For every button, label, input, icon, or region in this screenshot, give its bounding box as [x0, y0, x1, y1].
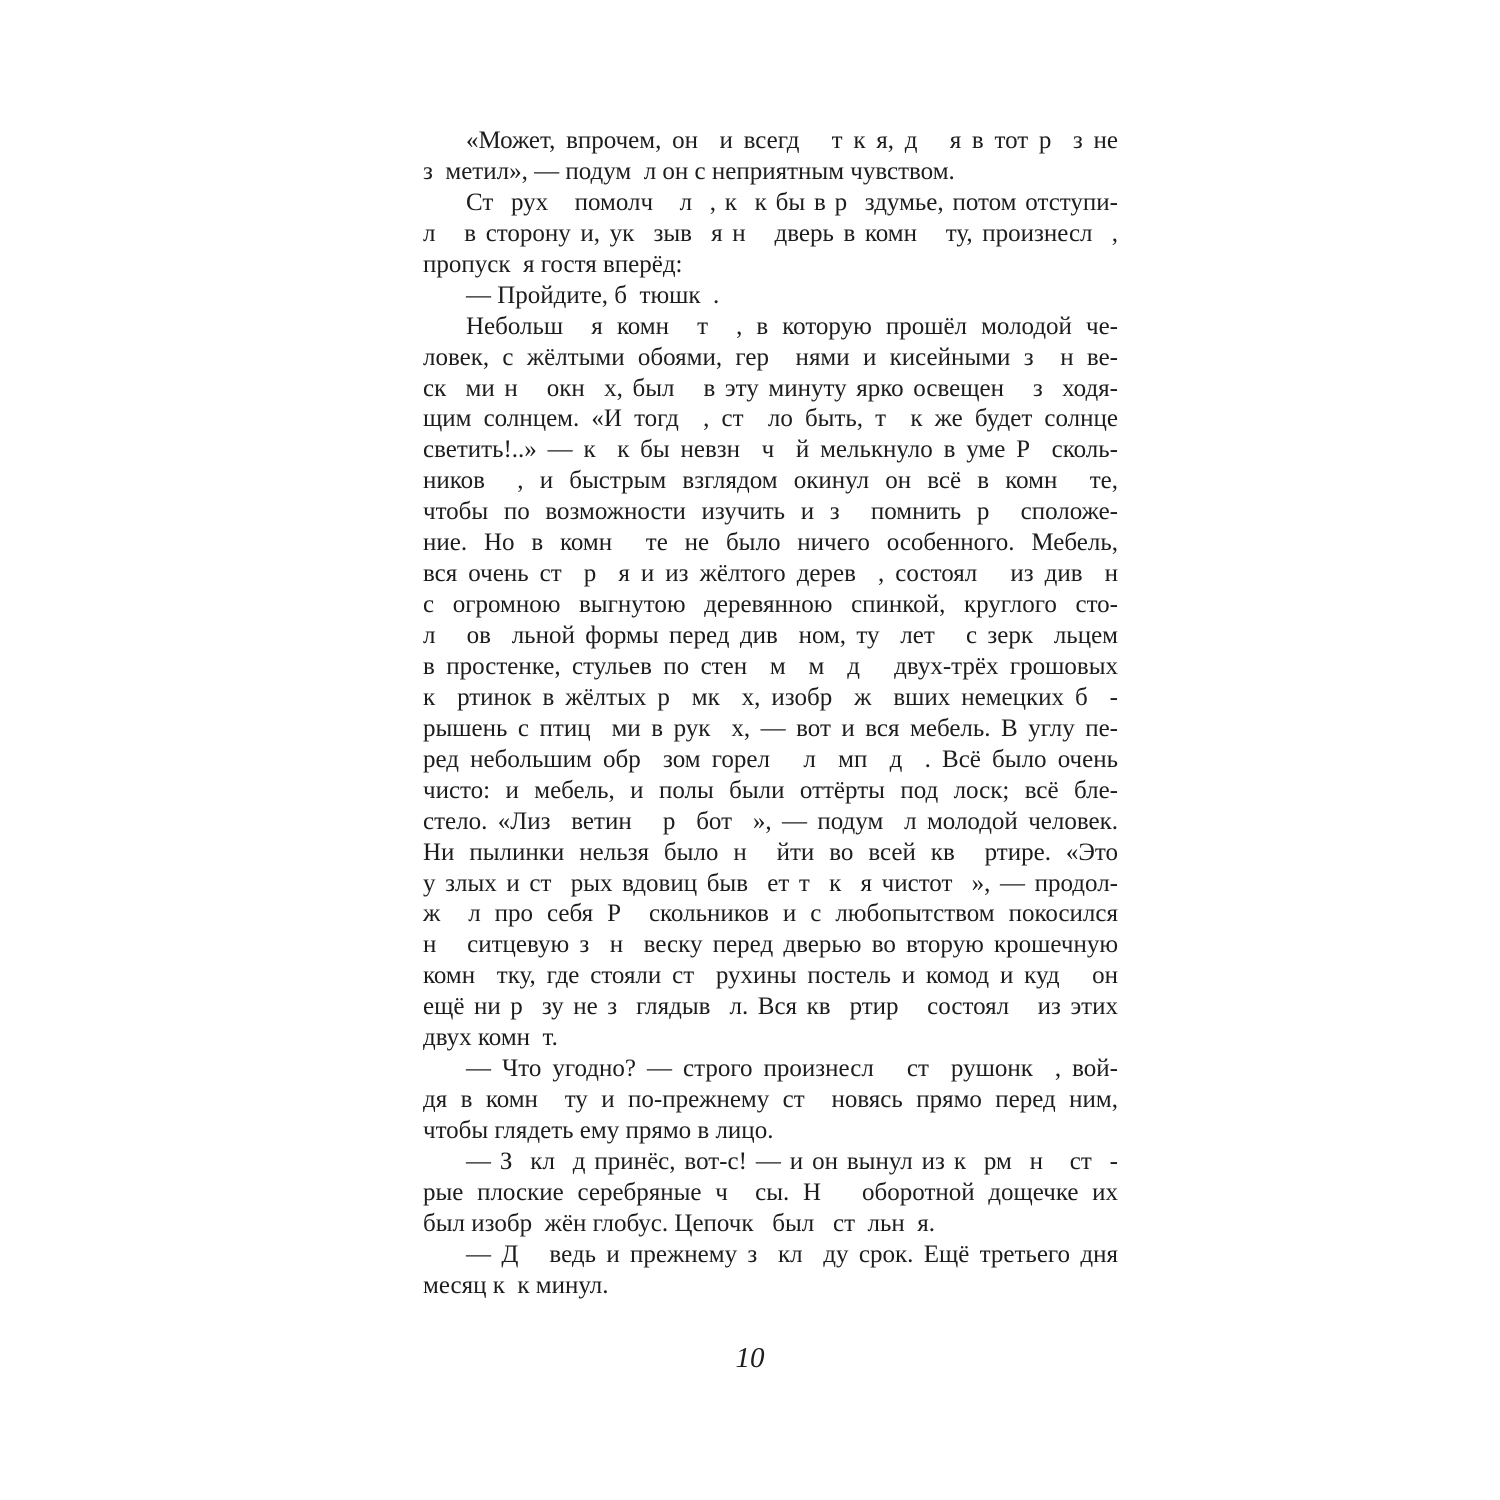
text-line: рышень с птиц ми в рук х, — вот и вся мебель. В углу пе- — [423, 714, 1118, 742]
text-line: двух комн т. — [423, 1024, 558, 1052]
text-line: щим солнцем. «И тогд , ст ло быть, т к же будет солнце — [423, 405, 1118, 433]
text-line: чисто: и мебель, и полы были оттёрты под лоск; всё бле- — [423, 776, 1118, 804]
text-line: с огромною выгнутою деревянною спинкой, круглого сто- — [423, 591, 1118, 619]
text-line: ников , и быстрым взглядом окинул он всё в комн те, — [423, 467, 1118, 495]
text-line: был изобр жён глобус. Цепочк был ст льн я. — [423, 1209, 936, 1237]
text-line: ж л про себя Р скольников и с любопытством покосился — [423, 900, 1118, 928]
page-number: 10 — [735, 1342, 765, 1374]
paragraph — [423, 281, 1118, 312]
text-line: дя в комн ту и по-прежнему ст новясь прямо перед ним, — [423, 1086, 1118, 1114]
text-line: чтобы по возможности изучить и з помнить р сположе- — [423, 498, 1118, 526]
text-line: светить!..» — к к бы невзн ч й мелькнуло в уме Р сколь- — [423, 436, 1118, 464]
text-line: ещё ни р зу не з глядыв л. Вся кв ртир состоял из этих — [423, 993, 1118, 1021]
text-line: «Может, впрочем, он и всегд т к я, д я в тот р з не — [466, 127, 1118, 154]
text-line: стело. «Лиз ветин р бот », — подум л молодой человек. — [423, 807, 1118, 835]
text-line: л ов льной формы перед див ном, ту лет с зерк льцем — [423, 622, 1118, 649]
text-line: месяц к к минул. — [423, 1271, 609, 1299]
text-line: в простенке, стульев по стен м м д двух-трёх грошовых — [423, 652, 1118, 680]
text-line: — Что угодно? — строго произнесл ст рушонк , вой- — [466, 1055, 1118, 1083]
paragraph — [423, 1147, 1118, 1240]
paragraph — [423, 126, 1118, 188]
text-line: ловек, с жёлтыми обоями, гер нями и кисейными з н ве- — [423, 343, 1118, 371]
text-line: рые плоские серебряные ч сы. Н оборотной дощечке их — [423, 1178, 1118, 1206]
text-line: Ни пылинки нельзя было н йти во всей кв ртире. «Это — [423, 838, 1118, 866]
text-line: л в сторону и, ук зыв я н дверь в комн ту, произнесл , — [423, 219, 1118, 247]
text-line: ред небольшим обр зом горел л мп д . Всё было очень — [423, 745, 1118, 773]
paragraph — [423, 1240, 1118, 1302]
text-line: чтобы глядеть ему прямо в лицо. — [423, 1117, 774, 1144]
text-line: ск ми н окн х, был в эту минуту ярко освещен з ходя- — [423, 374, 1118, 402]
text-line: к ртинок в жёлтых р мк х, изобр ж вших немецких б - — [423, 683, 1118, 711]
paragraph — [423, 1054, 1118, 1147]
text-line: у злых и ст рых вдовиц быв ет т к я чистот », — продол- — [423, 869, 1118, 897]
text-line: — З кл д принёс, вот-с! — и он вынул из к рм н ст - — [466, 1147, 1118, 1175]
paragraph — [423, 312, 1118, 1055]
text-line: — Пройдите, б тюшк . — [466, 281, 720, 309]
text-line: Ст рух помолч л , к к бы в р здумье, потом отступи- — [466, 188, 1118, 216]
text-line: — Д ведь и прежнему з кл ду срок. Ещё третьего дня — [466, 1240, 1118, 1268]
text-line: Небольш я комн т , в которую прошёл молодой че- — [466, 312, 1118, 340]
paragraph — [423, 188, 1118, 281]
text-line: з метил», — подум л он с неприятным чувством. — [423, 157, 955, 185]
text-line: вся очень ст р я и из жёлтого дерев , состоял из див н — [423, 560, 1118, 588]
text-line: пропуск я гостя вперёд: — [423, 250, 683, 278]
text-line: н ситцевую з н веску перед дверью во вторую крошечную — [423, 931, 1118, 959]
text-line: комн тку, где стояли ст рухины постель и комод и куд он — [423, 962, 1118, 990]
body-text — [423, 126, 1118, 1302]
text-line: ние. Но в комн те не было ничего особенного. Мебель, — [423, 529, 1118, 557]
